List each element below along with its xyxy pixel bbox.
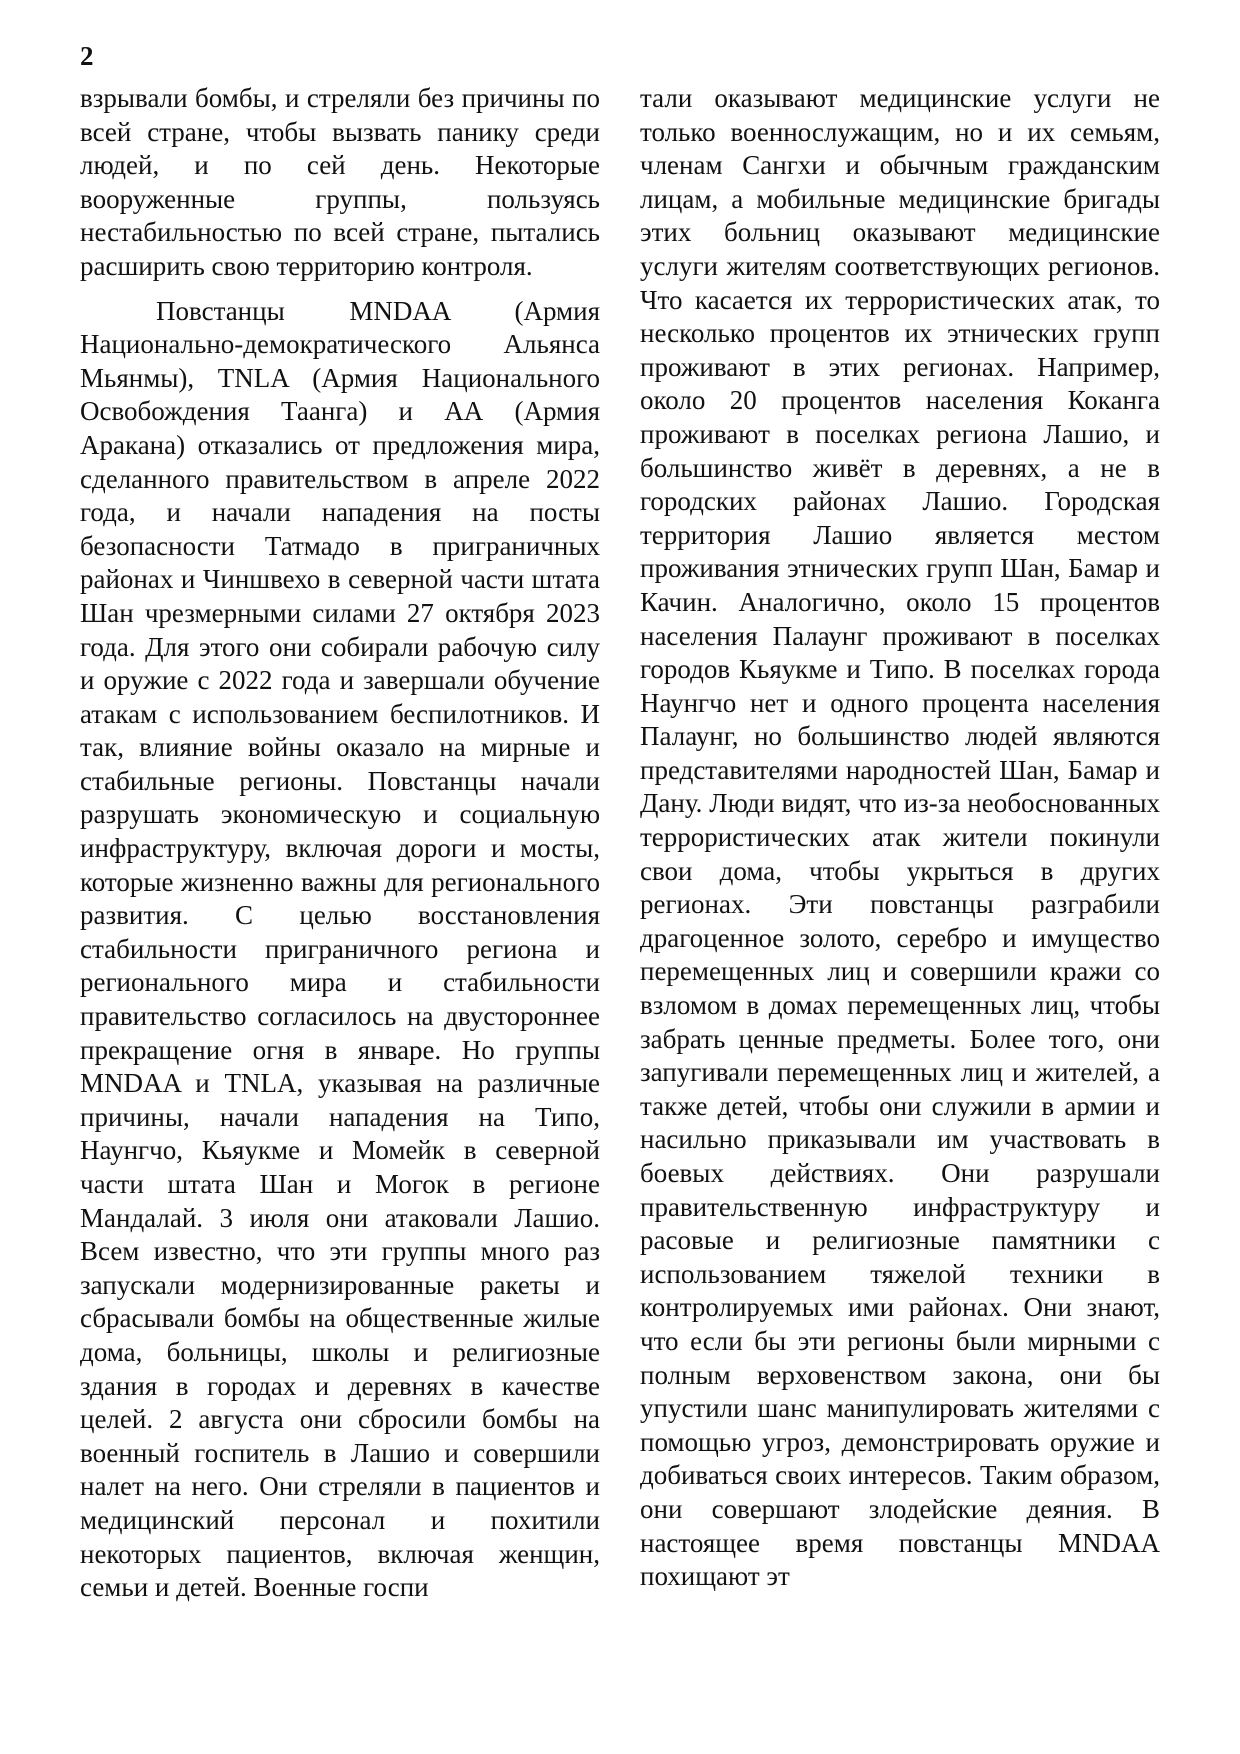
left-paragraph-1: взрывали бомбы, и стреляли без причины по всей стране, чтобы вызвать панику среди людей, и по сей день. Некоторые вооруженные группы, пользуясь нестабильностью по всей стране, пытались расширить свою территорию контроля. (80, 83, 600, 281)
right-column (640, 82, 1160, 1594)
left-column (80, 82, 600, 1605)
left-paragraph-2: Повстанцы MNDAA (Армия Национально-демократического Альянса Мьянмы), TNLA (Армия Национального Освобождения Таанга) и АА (Армия Аракана) отказались от предложения мира, сделанного правительством в апреле 2022 года, и начали нападения на посты безопасности Татмадо в приграничных районах и Чиншвехо в северной части штата Шан чрезмерными силами 27 октября 2023 года. Для этого они собирали рабочую силу и оружие с 2022 года и завершали обучение атакам с использованием беспилотников. И так, влияние войны оказало на мирные и стабильные регионы. Повстанцы начали разрушать экономическую и социальную инфраструктуру, включая дороги и мосты, которые жизненно важны для регионального развития. С целью восстановления стабильности приграничного региона и регионального мира и стабильности правительство согласилось на двустороннее прекращение огня в январе. Но группы MNDAA и TNLA, указывая на различные причины, начали нападения на Типо, Наунгчо, Кьяукме и Момейк в северной части штата Шан и Могок в регионе Мандалай. 3 июля они атаковали Лашио. Всем известно, что эти группы много раз запускали модернизированные ракеты и сбрасывали бомбы на общественные жилые дома, больницы, школы и религиозные здания в городах и деревнях в качестве целей. 2 августа они сбросили бомбы на военный госпитель в Лашио и совершили налет на него. Они стреляли в пациентов и медицинский персонал и похитили некоторых пациентов, включая женщин, семьи и детей. Военные госпи (80, 295, 600, 1603)
page-number: 2 (80, 41, 94, 71)
right-paragraph-1: тали оказывают медицинские услуги не только военнослужащим, но и их семьям, членам Сангхи и обычным гражданским лицам, а мобильные медицинские бригады этих больниц оказывают медицинские услуги жителям соответствующих регионов. Что касается их террористических атак, то несколько процентов их этнических групп проживают в этих регионах. Например, около 20 процентов населения Коканга проживают в поселках региона Лашио, и большинство живёт в деревнях, а не в городских районах Лашио. Городская территория Лашио является местом проживания этнических групп Шан, Бамар и Качин. Аналогично, около 15 процентов населения Палаунг проживают в поселках городов Кьяукме и Типо. В поселках города Наунгчо нет и одного процента населения Палаунг, но большинство людей являются представителями народностей Шан, Бамар и Дану. Люди видят, что из-за необоснованных террористических атак жители покинули свои дома, чтобы укрыться в других регионах. Эти повстанцы разграбили драгоценное золото, серебро и имущество перемещенных лиц и совершили кражи со взломом в домах перемещенных лиц, чтобы забрать ценные предметы. Более того, они запугивали перемещенных лиц и жителей, а также детей, чтобы они служили в армии и насильно приказывали им участвовать в боевых действиях. Они разрушали правительственную инфраструктуру и расовые и религиозные памятники с использованием тяжелой техники в контролируемых ими районах. Они знают, что если бы эти регионы были мирными с полным верховенством закона, они бы упустили шанс манипулировать жителями с помощью угроз, демонстрировать оружие и добиваться своих интересов. Таким образом, они совершают злодейские деяния. В настоящее время повстанцы MNDAA похищают эт (640, 83, 1160, 1592)
